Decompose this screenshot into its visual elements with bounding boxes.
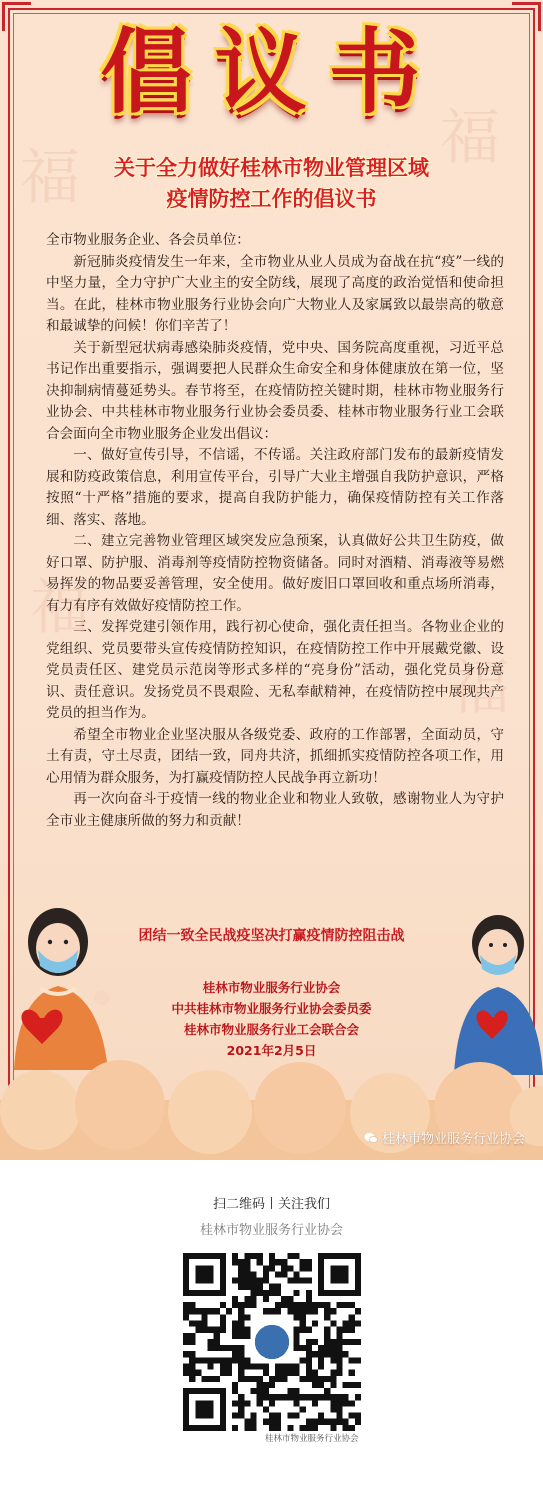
wechat-icon	[364, 1132, 378, 1144]
org-party-committee: 中共桂林市物业服务行业协会委员委	[171, 1001, 372, 1016]
org-union: 桂林市物业服务行业工会联合会	[183, 1022, 359, 1037]
slogan: 团结一致全民战疫坚决打赢疫情防控阻击战	[138, 928, 405, 944]
paragraph: 一、做好宣传引导，不信谣，不传谣。关注政府部门发布的最新疫情发展和防疫政策信息，利用宣传平台，引导广大业主增强自我防护意识，严格按照“十严格”措施的要求，提高自我防护能力，确保疫情防控有关工作落细、落实、落地。	[46, 447, 504, 528]
issue-date: 2021年2月5日	[226, 1043, 317, 1058]
qr-logo-icon	[255, 1325, 289, 1359]
paragraph: 新冠肺炎疫情发生一年来，全市物业从业人员成为奋战在抗“疫”一线的中坚力量，全力守护广大业主的安全防线，展现了高度的政治觉悟和使命担当。在此，桂林市物业服务行业协会向广大物业人及家属致以最崇高的敬意和最诚挚的问候！你们辛苦了！	[46, 253, 504, 334]
paragraph: 再一次向奋斗于疫情一线的物业企业和物业人致敬，感谢物业人为守护全市业主健康所做的努力和贡献！	[46, 791, 504, 829]
background-pattern: 福	[440, 103, 500, 173]
watermark	[364, 1128, 525, 1147]
account-name: 桂林市物业服务行业协会	[199, 1223, 343, 1238]
paragraph: 关于新型冠状病毒感染肺炎疫情，党中央、国务院高度重视，习近平总书记作出重要指示，强调要把人民群众生命安全和身体健康放在第一位，坚决抑制病情蔓延势头。春节将至，在疫情防控关键时期，桂林市物业服务行业协会、中共桂林市物业服务行业协会委员委、桂林市物业服务行业工会联合会面向全市物业服务企业发出倡议：	[46, 339, 504, 442]
proposal-body	[46, 230, 504, 832]
follow-prompt: 扫二维码丨关注我们	[212, 1197, 330, 1212]
background-pattern: 福	[30, 573, 90, 643]
paragraph: 二、建立完善物业管理区域突发应急预案，认真做好公共卫生防疫，做好口罩、防护服、消毒剂等疫情防控物资储备。同时对酒精、消毒液等易燃易挥发的物品要妥善管理，安全使用。做好废旧口罩回收和重点场所消毒，有力有序有效做好疫情防控工作。	[46, 533, 504, 614]
paragraph: 三、发挥党建引领作用，践行初心使命，强化责任担当。各物业企业的党组织、党员要带头宣传疫情防控知识，在疫情防控工作中开展戴党徽、设党员责任区、建党员示范岗等形式多样的“亮身份”活动，强化党员身份意识、责任意识。发扬党员不畏艰险、无私奉献精神，在疫情防控中展现共产党员的担当作为。	[46, 619, 504, 721]
subtitle-line-1: 关于全力做好桂林市物业管理区域	[114, 156, 429, 180]
salutation: 全市物业服务企业、各会员单位：	[46, 232, 250, 248]
background-pattern: 福	[20, 143, 80, 213]
org-association: 桂林市物业服务行业协会	[202, 980, 341, 995]
main-title: 倡议书	[100, 19, 443, 126]
watermark-text: 桂林市物业服务行业协会	[381, 1132, 525, 1147]
qr-caption: 桂林市物业服务行业协会	[265, 1434, 359, 1444]
background-pattern: 福	[450, 653, 510, 723]
subtitle-line-2: 疫情防控工作的倡议书	[166, 187, 377, 211]
paragraph: 希望全市物业企业坚决服从各级党委、政府的工作部署，全面动员，守土有责，守土尽责，团结一致，同舟共济，抓细抓实疫情防控各项工作，用心用情为群众服务，为打赢疫情防控人民战争再立新功！	[46, 726, 504, 786]
qr-code[interactable]	[183, 1253, 361, 1431]
